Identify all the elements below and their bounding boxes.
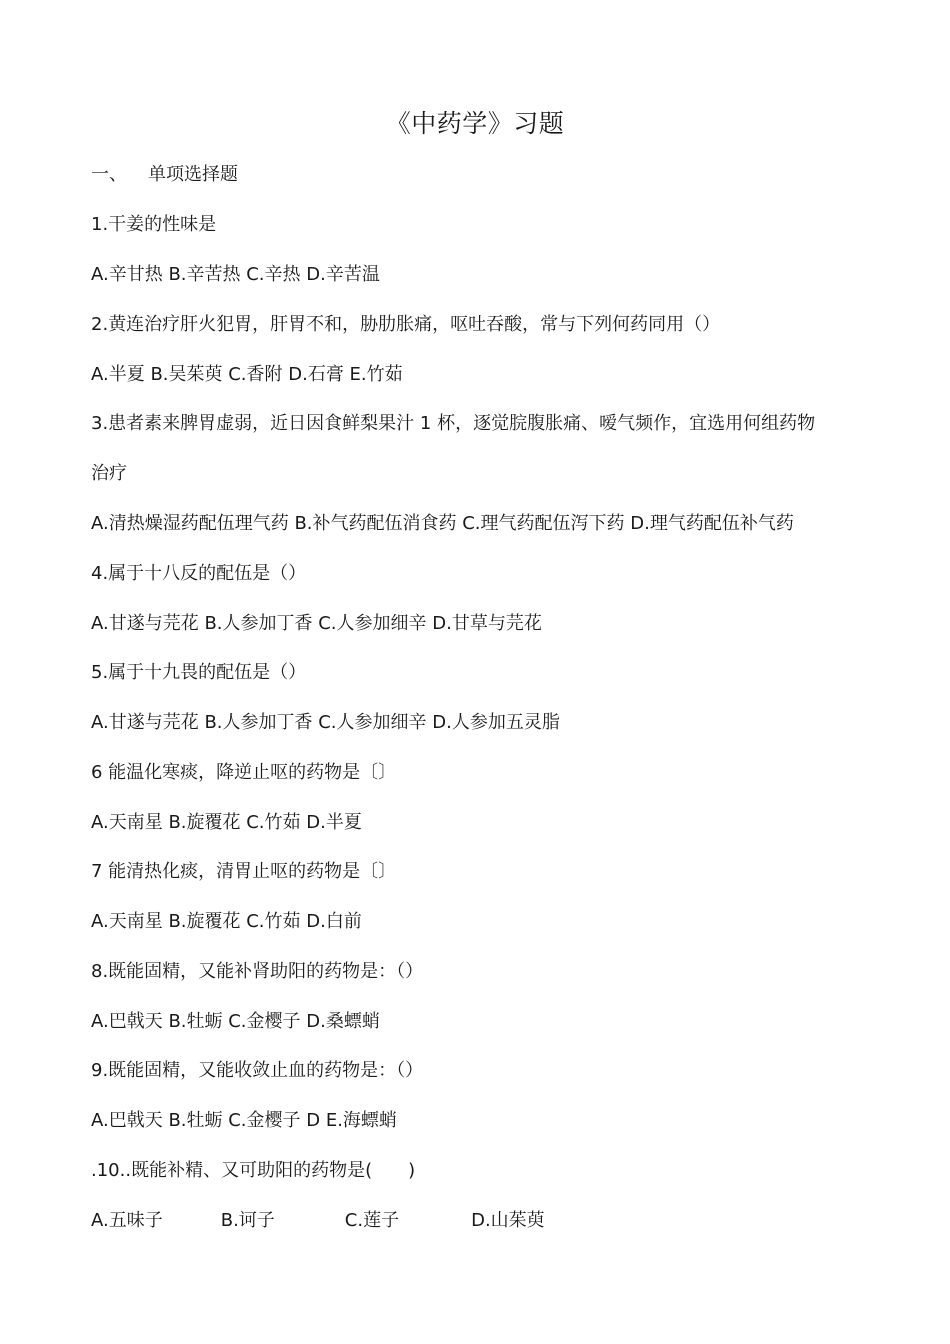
question-10: .10..既能补精、又可助阳的药物是( ) xyxy=(91,1160,416,1181)
question-2-options: A.半夏 B.吴茱萸 C.香附 D.石膏 E.竹茹 xyxy=(91,364,403,385)
question-6: 6 能温化寒痰，降逆止呕的药物是〔〕 xyxy=(91,762,397,783)
question-8-options: A.巴戟天 B.牡蛎 C.金樱子 D.桑螵蛸 xyxy=(91,1011,380,1032)
section-heading xyxy=(91,162,238,188)
question-5-options: A.甘遂与芫花 B.人参加丁香 C.人参加细辛 D.人参加五灵脂 xyxy=(91,712,560,733)
section-label: 单项选择题 xyxy=(148,164,238,185)
option-b: B.诃子 xyxy=(220,1210,275,1231)
question-7: 7 能清热化痰，清胃止呕的药物是〔〕 xyxy=(91,861,397,882)
page-title: 《中药学》习题 xyxy=(385,109,565,138)
question-3-continued: 治疗 xyxy=(91,463,127,484)
question-10-options xyxy=(91,1208,545,1234)
section-number: 一、 xyxy=(91,164,127,185)
option-a: A.五味子 xyxy=(91,1210,163,1231)
question-6-options: A.天南星 B.旋覆花 C.竹茹 D.半夏 xyxy=(91,812,362,833)
question-1: 1.干姜的性味是 xyxy=(91,214,217,235)
option-d: D.山茱萸 xyxy=(471,1210,545,1231)
question-1-options: A.辛甘热 B.辛苦热 C.辛热 D.辛苦温 xyxy=(91,264,380,285)
question-2: 2.黄连治疗肝火犯胃，肝胃不和，胁肋胀痛，呕吐吞酸，常与下列何药同用（） xyxy=(91,314,721,335)
question-4-options: A.甘遂与芫花 B.人参加丁香 C.人参加细辛 D.甘草与芫花 xyxy=(91,613,542,634)
question-3: 3.患者素来脾胃虚弱，近日因食鲜梨果汁 1 杯，逐觉脘腹胀痛、嗳气频作，宜选用何组药物 xyxy=(91,413,816,434)
question-9-options: A.巴戟天 B.牡蛎 C.金樱子 D E.海螵蛸 xyxy=(91,1110,397,1131)
question-8: 8.既能固精，又能补肾助阳的药物是：（） xyxy=(91,961,424,982)
question-5: 5.属于十九畏的配伍是（） xyxy=(91,662,307,683)
option-c: C.莲子 xyxy=(344,1210,400,1231)
question-4: 4.属于十八反的配伍是（） xyxy=(91,563,307,584)
question-7-options: A.天南星 B.旋覆花 C.竹茹 D.白前 xyxy=(91,911,362,932)
question-9: 9.既能固精，又能收敛止血的药物是：（） xyxy=(91,1060,424,1081)
question-3-options: A.清热燥湿药配伍理气药 B.补气药配伍消食药 C.理气药配伍泻下药 D.理气药配伍补气药 xyxy=(91,513,794,534)
